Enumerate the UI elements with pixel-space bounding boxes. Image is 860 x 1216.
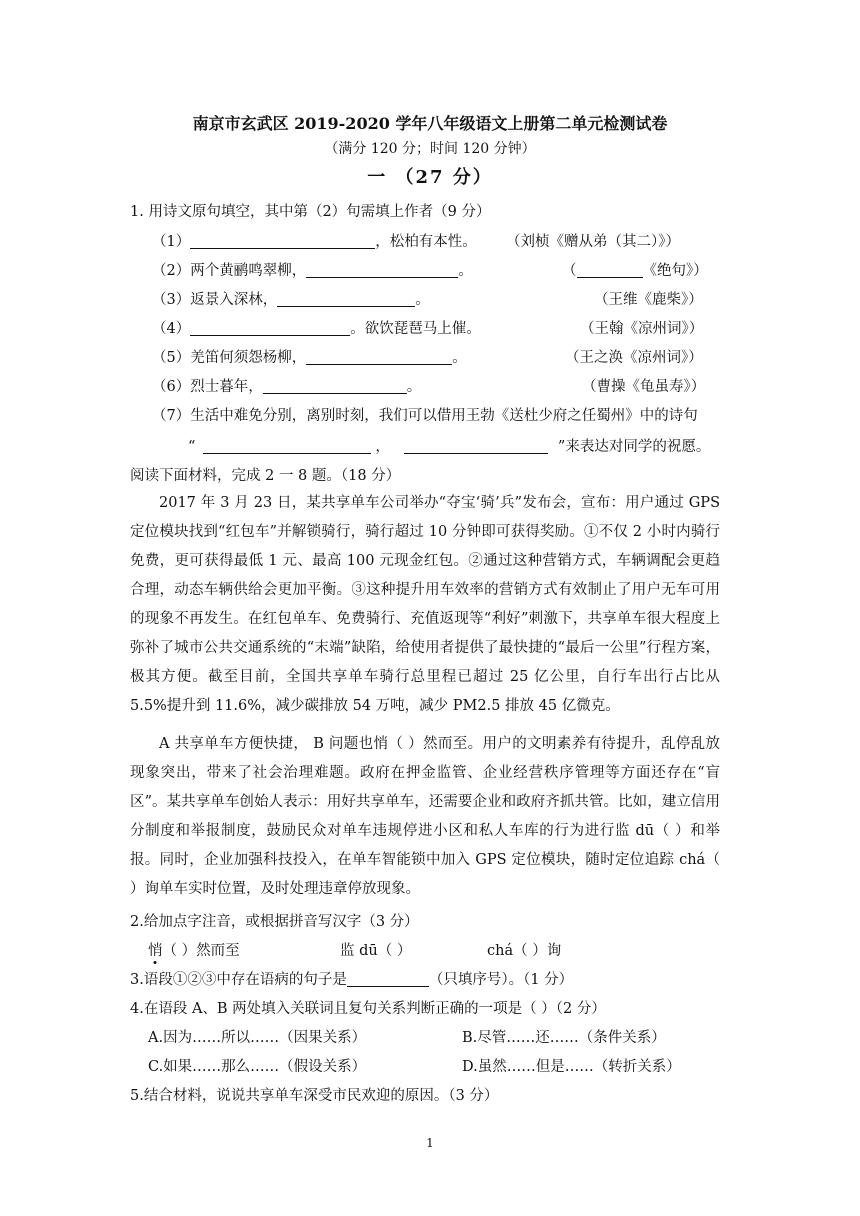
q1-item-6-source: （曹操《龟虽寿》） xyxy=(582,379,706,395)
q1-item-2: （2）两个黄鹂鸣翠柳， 。 xyxy=(152,263,473,279)
q1-item-3-source: （王维《鹿柴》） xyxy=(594,292,703,308)
q1-item-3: （3）返景入深林， 。 xyxy=(152,292,430,308)
q1-item-4: （4） 。欲饮琵琶马上催。 xyxy=(152,321,481,337)
page-number: 1 xyxy=(426,1136,434,1150)
page-title: 南京市玄武区 2019-2020 学年八年级语文上册第二单元检测试卷 xyxy=(192,114,668,133)
question-3: 3.语段①②③中存在语病的句子是 （只填序号）。（1 分） xyxy=(130,972,574,988)
question-4-stem: 4.在语段 A、B 两处填入关联词且复句关系判断正确的一项是（ ）（2 分） xyxy=(130,1001,606,1017)
option-b[interactable]: B.尽管……还……（条件关系） xyxy=(462,1030,666,1046)
answer-blank[interactable] xyxy=(277,290,415,307)
q1-item-5: （5）羌笛何须怨杨柳， 。 xyxy=(152,350,467,366)
q1-item-5-source: （王之涣《凉州词》） xyxy=(565,350,703,366)
answer-blank[interactable] xyxy=(404,437,548,454)
answer-blank[interactable] xyxy=(190,232,375,249)
q1-item-1-source: （刘桢《赠从弟（其二）》） xyxy=(506,234,680,250)
emphasis-dot-char: 悄 xyxy=(148,943,163,959)
answer-blank[interactable] xyxy=(347,970,429,987)
reading-intro: 阅读下面材料，完成 2 一 8 题。（18 分） xyxy=(130,468,401,484)
section-heading: 一 （27 分） xyxy=(367,167,493,188)
q1-item-6: （6）烈士暮年， 。 xyxy=(152,379,422,395)
reading-paragraph-1: 2017 年 3 月 23 日，某共享单车公司举办“夺宝‘骑’兵”发布会，宣布：用户通过 GPS 定位模块找到“红包车”并解锁骑行，骑行超过 10 分钟即可获得奖励。①不仅 2 小时内骑行免费，更可获得最低 1 元、最高 100 元现金红包。②通过这种营销方式，车辆调配会更趋合理，动态车辆供给会更加平衡。③这种提升用车效率的营销方式有效制止了用户无车可用的现象不再发生。在红包单车、免费骑行、充值返现等“利好”刺激下，共享单车很大程度上弥补了城市公共交通系统的“末端”缺陷，给使用者提供了最快捷的“最后一公里”行程方案，极其方便。截至目前，全国共享单车骑行总里程已超过 25 亿公里，自行车出行占比从 5.5%提升到 11.6%，减少碳排放 54 万吨，减少 PM2.5 排放 45 亿微克。 xyxy=(130,495,720,714)
answer-blank[interactable] xyxy=(306,261,458,278)
question-2-item-c: chá（ ）询 xyxy=(487,943,562,959)
question-2-item-b: 监 dū（ ） xyxy=(340,943,412,959)
answer-blank[interactable] xyxy=(263,377,407,394)
q1-item-7-prompt: （7）生活中难免分别，离别时刻，我们可以借用王勃《送杜少府之任蜀州》中的诗句 xyxy=(152,408,698,424)
q1-item-4-source: （王翰《凉州词》） xyxy=(580,321,704,337)
answer-blank[interactable] xyxy=(306,348,452,365)
question-5: 5.结合材料，说说共享单车深受市民欢迎的原因。（3 分） xyxy=(130,1088,499,1104)
q1-item-2-source: （ 《绝句》） xyxy=(562,263,708,279)
q1-item-1: （1） ，松柏有本性。 xyxy=(152,234,477,250)
q1-item-7-answer: “ ， ”来表达对同学的祝愿。 xyxy=(188,439,711,455)
option-a[interactable]: A.因为……所以……（因果关系） xyxy=(148,1030,367,1046)
option-c[interactable]: C.如果……那么……（假设关系） xyxy=(148,1059,367,1075)
question-1-stem: 1. 用诗文原句填空，其中第（2）句需填上作者（9 分） xyxy=(130,204,491,220)
page-subtitle: （满分 120 分；时间 120 分钟） xyxy=(324,141,536,157)
answer-blank[interactable] xyxy=(203,437,371,454)
answer-blank[interactable] xyxy=(190,319,350,336)
question-2-stem: 2.给加点字注音，或根据拼音写汉字（3 分） xyxy=(130,914,419,930)
question-2-item-a: 悄（ ）然而至 xyxy=(148,943,240,959)
option-d[interactable]: D.虽然……但是……（转折关系） xyxy=(462,1059,681,1075)
author-blank[interactable] xyxy=(577,261,643,278)
reading-paragraph-2: A 共享单车方便快捷， B 问题也悄（ ）然而至。用户的文明素养有待提升，乱停乱放现象突出，带来了社会治理难题。政府在押金监管、企业经营秩序管理等方面还存在“盲区”。某共享单车创始人表示：用好共享单车，还需要企业和政府齐抓共管。比如，建立信用分制度和举报制度，鼓励民众对单车违规停进小区和私人车库的行为进行监 dū（ ）和举报。同时，企业加强科技投入，在单车智能锁中加入 GPS 定位模块，随时定位追踪 chá（ ）询单车实时位置，及时处理违章停放现象。 xyxy=(130,736,720,897)
